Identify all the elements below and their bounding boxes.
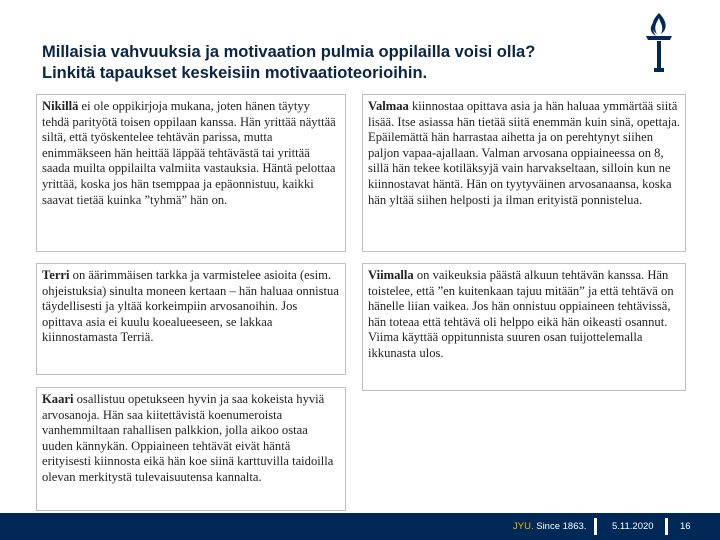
case-terri-text: on äärimmäisen tarkka ja varmistelee asioita (esim. ohjeistuksia) sinulta moneen kertaan – hän haluaa onnistua täydellisesti ja yltää korkeimpiin arvosanoihin. Jos opittava asia ei kuulu koealueeseen, se lakkaa kiinnostamasta Terriä. [42, 268, 339, 345]
case-valmaa-text: kiinnostaa opittava asia ja hän haluaa ymmärtää siitä lisää. Itse asiassa hän tietää siitä enemmän kuin sinä, opettaja. Epäilemättä hän harrastaa aihetta ja on perehtynyt siihen paljon vapaa-ajallaan. Valman arvosana oppiaineessa on 8, sillä hän tekee kotiläksyjä vain harvakseltaan, silloin kun ne kiinnostavat häntä. Hän on tyytyväinen arvosanaansa, koska hän yltää siihen helposti ja ilman erityistä ponnistelua. [368, 99, 680, 207]
case-kaari-text: osallistuu opetukseen hyvin ja saa kokeista hyviä arvosanoja. Hän saa kiitettävistä koenumeroista vanhemmiltaan rahallisen palkkion, jolla aikoo ostaa uuden kännykän. Oppiaineen tehtävät eivät häntä erityisesti kiinnosta eikä hän koe siinä karttuvilla taidoilla olevan merkitystä tulevaisuutensa kannalta. [42, 392, 334, 484]
case-viimalla-name: Viimalla [368, 268, 414, 282]
footer-brand-since: Since 1863. [533, 521, 587, 532]
footer-date: 5.11.2020 [612, 521, 654, 532]
case-nikilla-text: ei ole oppikirjoja mukana, joten hänen täytyy tehdä parityötä toisen oppilaan kanssa. Hän yrittää näyttää siltä, että työskentelee tehtävän parissa, mutta enimmäkseen hän heittää läppää tehtävästä tai yrittää saada muilta oppilailta valmiita vastauksia. Häntä pelottaa yrittää, koska jos hän tsemppaa ja epäonnistuu, kaikki saavat tietää kuinka ”tyhmä” hän on. [42, 99, 336, 207]
case-kaari-name: Kaari [42, 392, 74, 406]
case-viimalla-text: on vaikeuksia päästä alkuun tehtävän kanssa. Hän toistelee, että ”en kuitenkaan tajuu mitään” ja että tehtävä on hänelle liian vaikea. Jos hän onnistuu oppiaineen tehtävissä, hän toteaa että tehtävä oli helppo eikä hän oikeasti osannut. Viima käyttää oppitunnista suuren osan tuijottelemalla ikkunasta ulos. [368, 268, 674, 360]
case-terri [36, 263, 346, 375]
case-terri-name: Terri [42, 268, 70, 282]
footer-separator [665, 518, 668, 535]
case-kaari [36, 387, 346, 511]
case-valmaa-name: Valmaa [368, 99, 409, 113]
footer-brand [513, 521, 586, 532]
case-viimalla [362, 263, 686, 391]
case-valmaa [362, 94, 686, 252]
slide-title-line-2: Linkitä tapaukset keskeisiin motivaatioteorioihin. [42, 64, 428, 82]
jyu-torch-logo-icon [636, 10, 682, 76]
case-nikilla-name: Nikillä [42, 99, 79, 113]
footer-bar [0, 513, 720, 540]
footer-page-number: 16 [680, 521, 691, 532]
footer-separator [594, 518, 597, 535]
case-nikilla [36, 94, 346, 252]
slide-title-line-1: Millaisia vahvuuksia ja motivaation pulmia oppilailla voisi olla? [42, 43, 536, 61]
footer-brand-jyu: JYU. [513, 521, 534, 532]
slide-title [42, 42, 622, 84]
